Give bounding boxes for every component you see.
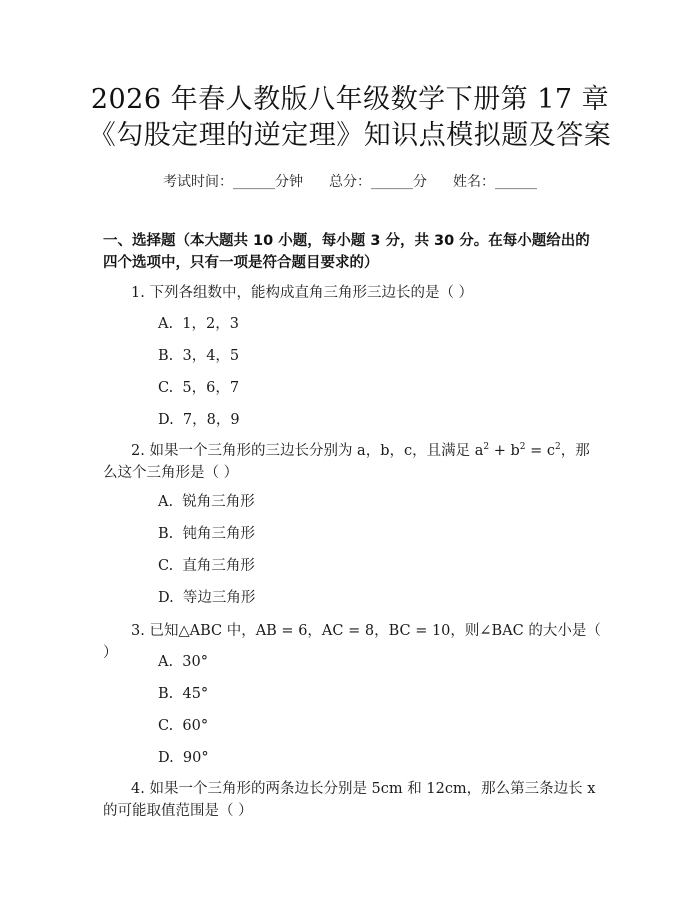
exam-time-label: 考试时间：: [163, 174, 233, 190]
section-heading-multiple-choice: 一、选择题（本大题共 10 小题，每小题 3 分，共 30 分。在每小题给出的四个选项中，只有一项是符合题目要求的）: [103, 233, 590, 271]
question-2-stem: 2. 如果一个三角形的三边长分别为 a，b，c，且满足 $a^2 + b^2 = c^2$，那么这个三角形是（ ）: [103, 442, 590, 481]
document-title-line-2: 《勾股定理的逆定理》知识点模拟题及答案: [88, 120, 612, 151]
question-2-option-a: A. 锐角三角形: [158, 494, 255, 510]
question-1-option-b: B. 3，4，5: [158, 348, 240, 364]
total-score-blank: ______分: [371, 174, 427, 190]
question-2-option-c: C. 直角三角形: [158, 558, 255, 574]
question-3-option-d: D. 90°: [158, 750, 209, 766]
exam-info-line: [0, 171, 700, 191]
exam-time-blank: ______分钟: [233, 174, 303, 190]
document-title-line-1: 2026 年春人教版八年级数学下册第 17 章: [90, 84, 610, 115]
question-2-option-b: B. 钝角三角形: [158, 526, 255, 542]
question-3-option-c: C. 60°: [158, 718, 209, 734]
name-label: 姓名：: [453, 174, 495, 190]
question-3-stem: 3. 已知△ABC 中，AB = 6，AC = 8，BC = 10，则∠BAC 的大小是（ ）: [103, 623, 601, 661]
question-1-option-d: D. 7，8，9: [158, 412, 240, 428]
question-2-option-d: D. 等边三角形: [158, 590, 256, 606]
question-1-stem: 1. 下列各组数中，能构成直角三角形三边长的是（ ）: [131, 285, 474, 301]
question-4-stem: 4. 如果一个三角形的两条边长分别是 5cm 和 12cm，那么第三条边长 x 的可能取值范围是（ ）: [103, 781, 596, 819]
name-blank: ______: [495, 174, 537, 190]
question-1-option-c: C. 5，6，7: [158, 380, 240, 396]
question-1-option-a: A. 1，2，3: [158, 316, 239, 332]
total-score-label: 总分：: [329, 174, 371, 190]
question-3-option-a: A. 30°: [158, 654, 208, 670]
question-3-option-b: B. 45°: [158, 686, 209, 702]
